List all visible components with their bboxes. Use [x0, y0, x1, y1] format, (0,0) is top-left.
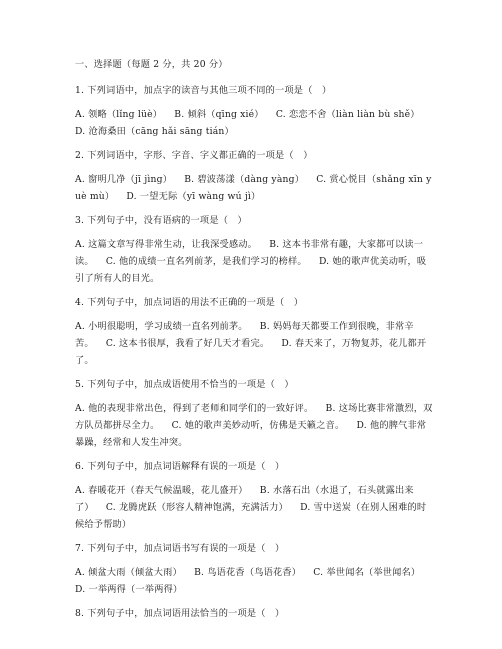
question-options [75, 400, 435, 451]
option-text: B. 倾斜（qīng xié） [174, 109, 264, 120]
question-options [75, 318, 435, 369]
question-item [75, 540, 435, 598]
option-text: D. 春天来了，万物复苏，花儿都开了。 [75, 338, 427, 366]
question-item [75, 376, 435, 451]
question-stem: 5. 下列句子中，加点成语使用不恰当的一项是（ ） [75, 379, 294, 390]
option-text: C. 举世闻名（举世闻名） [313, 567, 421, 578]
section-title: 一、选择题（每题 2 分，共 20 分） [75, 59, 228, 70]
option-text: D. 一望无际（yī wàng wú jì） [126, 191, 261, 202]
option-text: A. 窗明几净（jī jìng） [75, 174, 173, 185]
option-text: C. 她的歌声美妙动听，仿佛是天籁之音。 [171, 420, 345, 431]
option-text: B. 这场比赛非常激烈，双方队员都拼尽全力。 [75, 403, 433, 431]
question-stem: 4. 下列句子中，加点词语的用法不正确的一项是（ ） [75, 297, 304, 308]
option-text: D. 她的歌声优美动听，吸引了所有人的目光。 [75, 256, 427, 284]
question-list [75, 82, 435, 622]
option-text: A. 这篇文章写得非常生动，让我深受感动。 [75, 239, 258, 250]
option-text: A. 春暖花开（春天气候温暖，花儿盛开） [75, 485, 248, 496]
question-options [75, 171, 435, 205]
question-stem: 2. 下列词语中，字形、字音、字义都正确的一项是（ ） [75, 150, 313, 161]
option-text: C. 这本书很厚，我看了好几天才看完。 [105, 338, 270, 349]
exam-content [75, 56, 435, 629]
option-text: B. 碧波荡漾（dàng yàng） [184, 174, 305, 185]
question-stem: 3. 下列句子中，没有语病的一项是（ ） [75, 215, 247, 226]
option-text: D. 沧海桑田（cāng hǎi sāng tián） [75, 126, 234, 137]
option-text: D. 一举两得（一举两得） [75, 584, 183, 595]
question-item [75, 82, 435, 140]
question-stem: 6. 下列句子中，加点词语解释有误的一项是（ ） [75, 461, 285, 472]
question-item [75, 605, 435, 622]
question-item [75, 294, 435, 369]
question-item [75, 212, 435, 287]
option-text: A. 小明很聪明，学习成绩一直名列前茅。 [75, 321, 248, 332]
option-text: B. 鸟语花香（鸟语花香） [194, 567, 302, 578]
question-item [75, 147, 435, 205]
question-options [75, 236, 435, 287]
option-text: D. 他的脾气非常暴躁，经常和人发生冲突。 [75, 420, 427, 448]
question-options [75, 482, 435, 533]
option-text: C. 赏心悦目（shǎng xīn yuè mù） [75, 174, 432, 202]
option-text: B. 妈妈每天都要工作到很晚，非常辛苦。 [75, 321, 414, 349]
question-item [75, 458, 435, 533]
question-stem: 1. 下列词语中，加点字的读音与其他三项不同的一项是（ ） [75, 85, 332, 96]
question-stem: 7. 下列句子中，加点词语书写有误的一项是（ ） [75, 543, 285, 554]
option-text: D. 雪中送炭（在别人困难的时候给予帮助） [75, 502, 427, 530]
option-text: A. 倾盆大雨（倾盆大雨） [75, 567, 182, 578]
question-options [75, 106, 435, 140]
option-text: B. 水落石出（水退了，石头就露出来了） [75, 485, 414, 513]
option-text: A. 领略（lǐng lüè） [75, 109, 163, 120]
question-stem: 8. 下列句子中，加点词语用法恰当的一项是（ ） [75, 608, 285, 619]
option-text: C. 龙腾虎跃（形容人精神饱满，充满活力） [105, 502, 289, 513]
question-options [75, 564, 435, 598]
option-text: C. 恋恋不舍（liàn liàn bù shě） [275, 109, 420, 120]
option-text: A. 他的表现非常出色，得到了老师和同学们的一致好评。 [75, 403, 314, 414]
option-text: B. 这本书非常有趣，大家都可以读一读。 [75, 239, 424, 267]
option-text: C. 他的成绩一直名列前茅，是我们学习的榜样。 [105, 256, 307, 267]
